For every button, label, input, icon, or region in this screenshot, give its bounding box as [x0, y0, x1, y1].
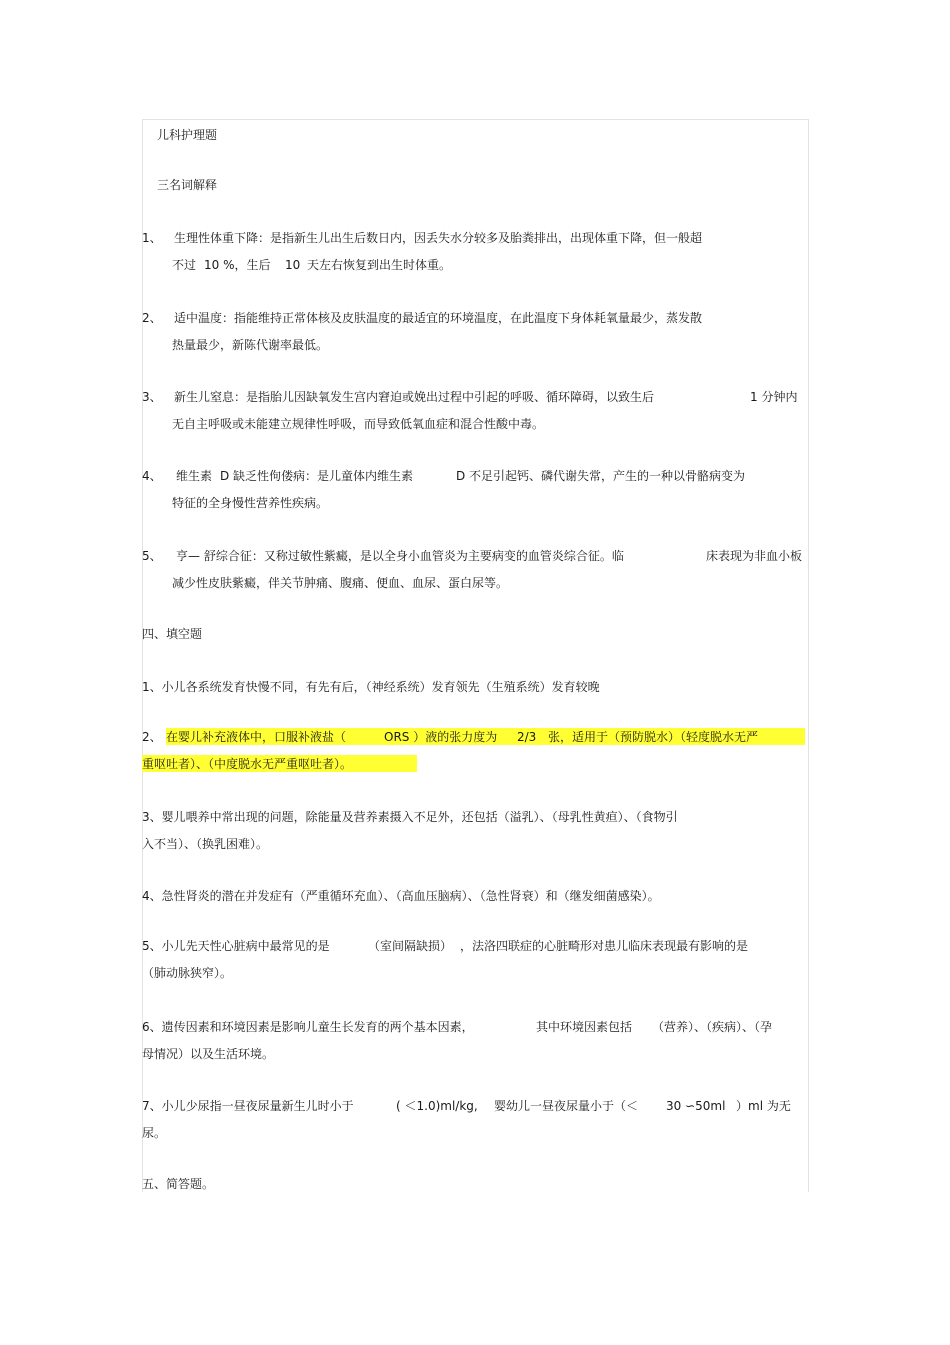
- definition-text: 亨— 舒综合征：又称过敏性紫癜，是以全身小血管炎为主要病变的血管炎综合征。临: [176, 549, 624, 563]
- definition-text: 新生儿窒息：是指胎儿因缺氧发生宫内窘迫或娩出过程中引起的呼吸、循环障碍，以致生后: [174, 390, 655, 404]
- definition-text: 10: [285, 258, 301, 272]
- document-title: 儿科护理题: [157, 128, 218, 142]
- question-text: 2/3: [517, 730, 537, 744]
- question-text: 在婴儿补充液体中，口服补液盐（: [166, 730, 347, 744]
- question-text: （营养）、（疾病）、（孕: [652, 1020, 773, 1034]
- question-text: 其中环境因素包括: [536, 1020, 633, 1034]
- question-text: （室间隔缺损）: [368, 939, 453, 953]
- definition-text: 维生素: [176, 469, 213, 483]
- question-text: 婴幼儿一昼夜尿量小于（＜: [494, 1099, 639, 1113]
- section-heading-fill-blanks: 四、填空题: [142, 627, 203, 641]
- definition-text: 1 分钟内: [750, 390, 798, 404]
- definition-text: 特征的全身慢性营养性疾病。: [172, 496, 329, 510]
- definition-text: 床表现为非血小板: [706, 549, 803, 563]
- question-text: 3、婴儿喂养中常出现的问题，除能量及营养素摄入不足外，还包括（溢乳）、（母乳性黄疸）、（食物引: [142, 810, 678, 824]
- question-text: 尿。: [142, 1126, 167, 1140]
- definition-number: 2、: [142, 311, 162, 325]
- question-text: 4、急性肾炎的潜在并发症有（严重循环充血）、（高血压脑病）、（急性肾衰）和（继发细菌感染）。: [142, 889, 660, 903]
- definition-number: 3、: [142, 390, 162, 404]
- question-text: ( ＜1.0)ml/kg,: [396, 1099, 478, 1113]
- definition-text: 热量最少，新陈代谢率最低。: [172, 338, 329, 352]
- question-text: ORS ）液的张力度为: [384, 730, 498, 744]
- definition-text: 减少性皮肤紫癜，伴关节肿痛、腹痛、便血、血尿、蛋白尿等。: [172, 576, 509, 590]
- question-text: 1、小儿各系统发育快慢不同，有先有后，（神经系统）发育领先（生殖系统）发育较晚: [142, 680, 600, 694]
- question-number: 2、: [142, 730, 162, 744]
- definition-text: 无自主呼吸或未能建立规律性呼吸，而导致低氧血症和混合性酸中毒。: [172, 417, 545, 431]
- definition-text: 天左右恢复到出生时体重。: [307, 258, 452, 272]
- definition-text: 适中温度：指能维持正常体核及皮肤温度的最适宜的环境温度，在此温度下身体耗氧量最少，蒸发散: [174, 311, 703, 325]
- question-text: 7、小儿少尿指一昼夜尿量新生儿时小于: [142, 1099, 354, 1113]
- definition-number: 4、: [142, 469, 162, 483]
- question-text: 30 ∽50ml: [666, 1099, 726, 1113]
- question-text: 5、小儿先天性心脏病中最常见的是: [142, 939, 330, 953]
- question-text: 重呕吐者）、（中度脱水无严重呕吐者）。: [142, 757, 353, 771]
- definition-text: 不过: [172, 258, 197, 272]
- question-text: （肺动脉狭窄）。: [142, 966, 233, 980]
- question-text: ）ml 为无: [736, 1099, 791, 1113]
- definition-text: D 不足引起钙、磷代谢失常，产生的一种以骨骼病变为: [456, 469, 746, 483]
- question-text: 6、遗传因素和环境因素是影响儿童生长发育的两个基本因素，: [142, 1020, 474, 1034]
- question-text: 张，适用于（预防脱水）（轻度脱水无严: [548, 730, 759, 744]
- definition-text: D 缺乏性佝偻病：是儿童体内维生素: [220, 469, 414, 483]
- question-text: 母情况）以及生活环境。: [142, 1047, 275, 1061]
- definition-number: 1、: [142, 231, 162, 245]
- definition-text: 生理性体重下降：是指新生儿出生后数日内，因丢失水分较多及胎粪排出，出现体重下降，但一般超: [174, 231, 703, 245]
- section-heading-definitions: 三名词解释: [157, 178, 218, 192]
- definition-number: 5、: [142, 549, 162, 563]
- definition-text: 10 %，生后: [204, 258, 271, 272]
- question-text: ，法洛四联症的心脏畸形对患儿临床表现最有影响的是: [460, 939, 749, 953]
- section-heading-short-answer: 五、简答题。: [142, 1177, 215, 1191]
- question-text: 入不当）、（换乳困难）。: [142, 837, 269, 851]
